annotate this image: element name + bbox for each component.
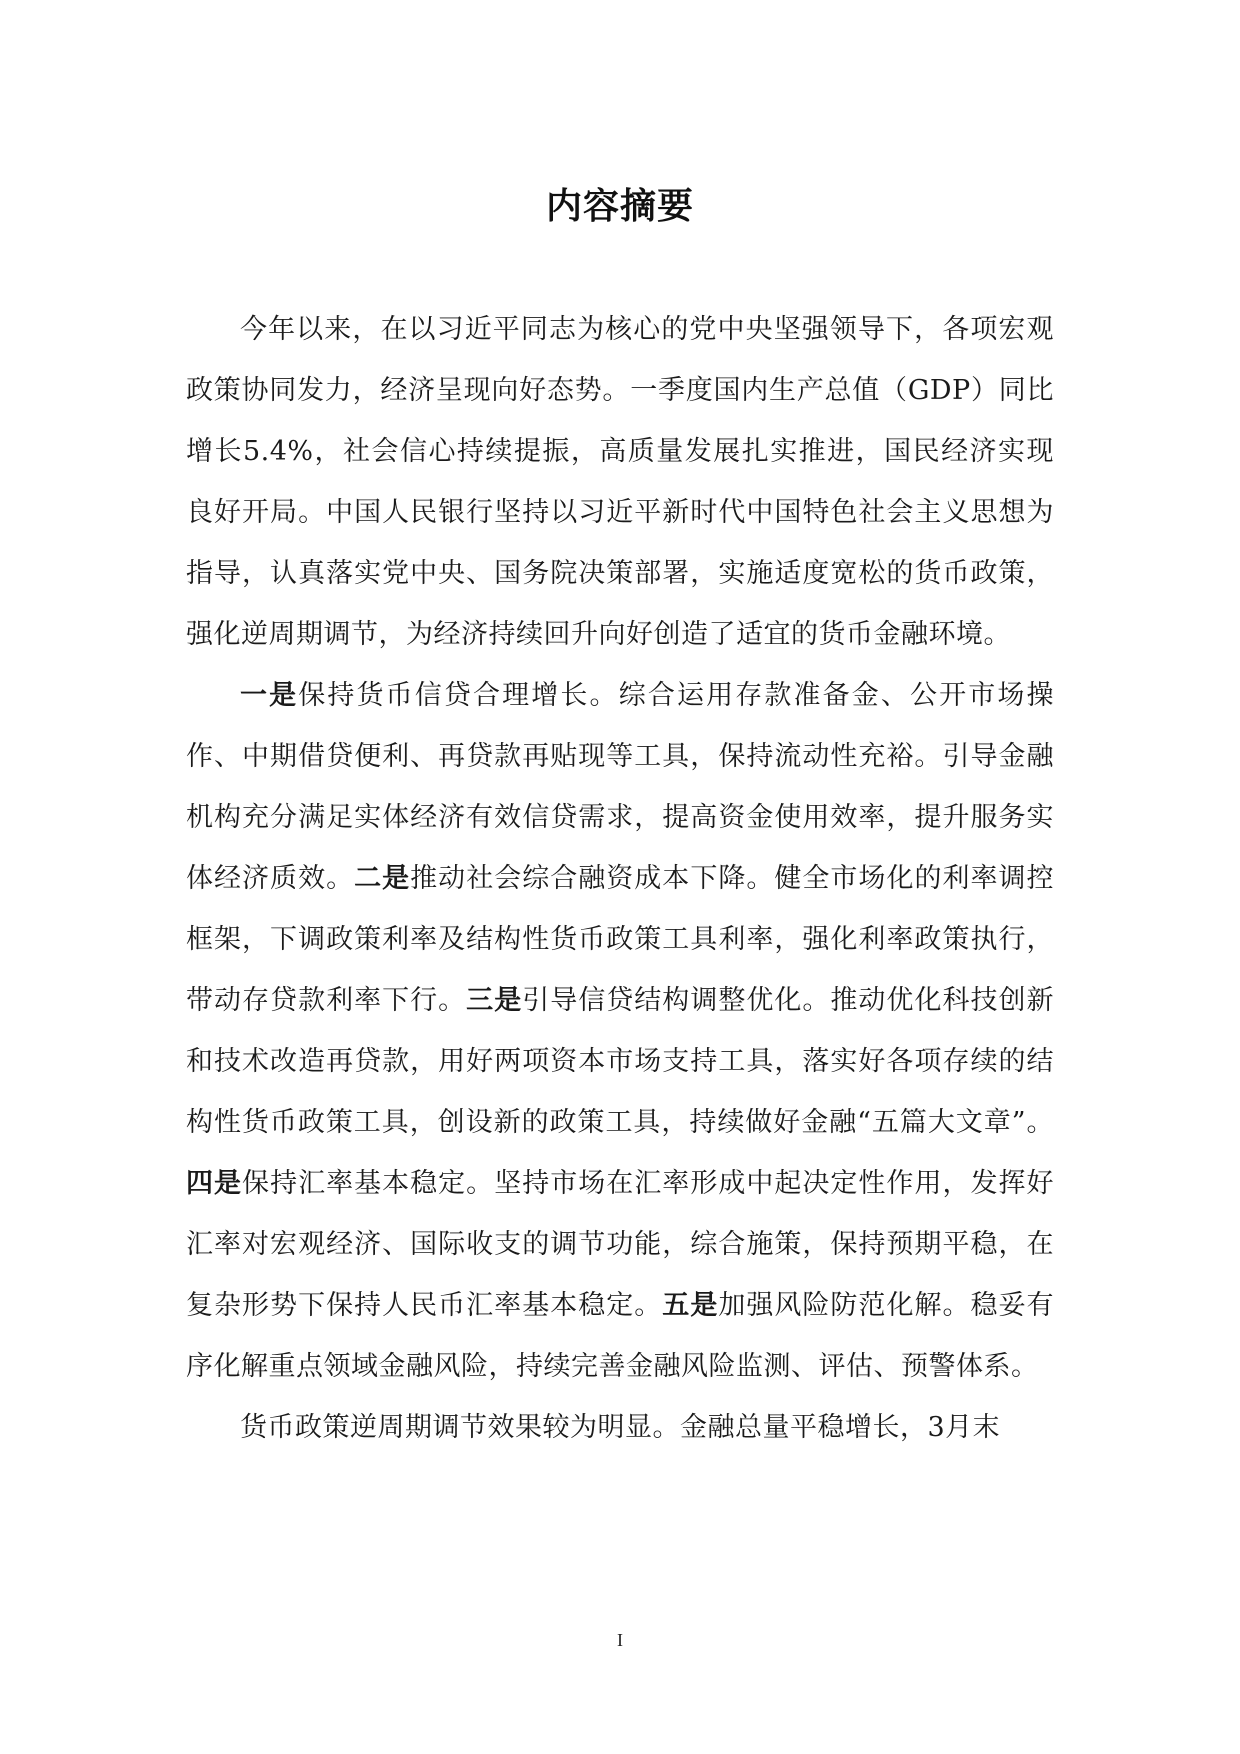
page-title: 内容摘要	[545, 186, 694, 228]
point-2-text: 推动社会综合融资成本下降。健全市场化的利率调控框架，下调政策利率及结构性货币政策工具利率，强化利率政策执行，带动存贷款利率下行。	[186, 863, 1055, 1016]
point-3-text: 引导信贷结构调整优化。推动优化科技创新和技术改造再贷款，用好两项资本市场支持工具，落实好各项存续的结构性货币政策工具，创设新的政策工具，持续做好金融“五篇大文章”。	[186, 985, 1055, 1138]
point-5-text: 加强风险防范化解。稳妥有序化解重点领域金融风险，持续完善金融风险监测、评估、预警体系。	[186, 1290, 1055, 1382]
paragraph-effects: 货币政策逆周期调节效果较为明显。金融总量平稳增长，3月末	[240, 1412, 1001, 1443]
point-1-lead: 一是	[240, 680, 299, 711]
point-4-lead: 四是	[186, 1168, 243, 1199]
point-4-text: 保持汇率基本稳定。坚持市场在汇率形成中起决定性作用，发挥好汇率对宏观经济、国际收支的调节功能，综合施策，保持预期平稳，在复杂形势下保持人民币汇率基本稳定。	[186, 1168, 1055, 1321]
point-3-lead: 三是	[466, 985, 523, 1016]
paragraph-intro: 今年以来，在以习近平同志为核心的党中央坚强领导下，各项宏观政策协同发力，经济呈现向好态势。一季度国内生产总值（GDP）同比增长5.4%，社会信心持续提振，高质量发展扎实推进，国民经济实现良好开局。中国人民银行坚持以习近平新时代中国特色社会主义思想为指导，认真落实党中央、国务院决策部署，实施适度宽松的货币政策，强化逆周期调节，为经济持续回升向好创造了适宜的货币金融环境。	[186, 314, 1054, 650]
point-5-lead: 五是	[662, 1290, 719, 1321]
paragraph-policy-points	[186, 665, 1054, 1397]
page-number: I	[617, 1630, 623, 1650]
point-1-text: 保持货币信贷合理增长。综合运用存款准备金、公开市场操作、中期借贷便利、再贷款再贴现等工具，保持流动性充裕。引导金融机构充分满足实体经济有效信贷需求，提高资金使用效率，提升服务实体经济质效。	[186, 680, 1055, 894]
summary-body	[186, 299, 1054, 1458]
point-2-lead: 二是	[354, 863, 411, 894]
